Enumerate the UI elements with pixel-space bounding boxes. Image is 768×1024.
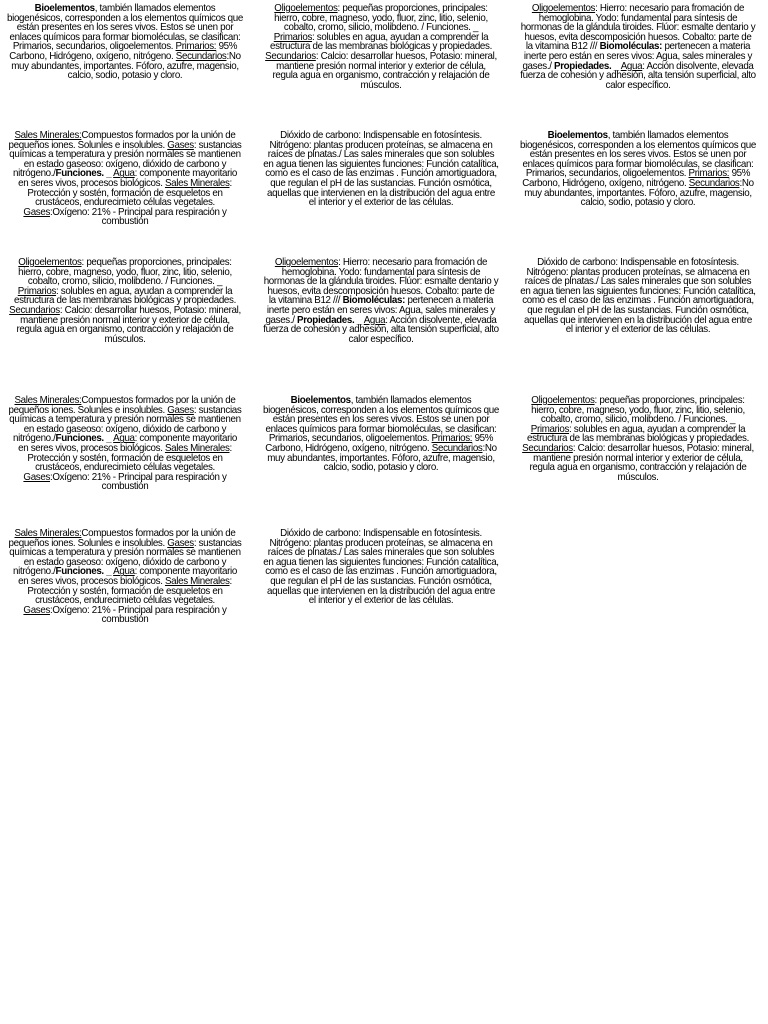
- secundarios-text: : Calcio: desarrollar huesos, Potasio: mineral, mantiene presión normal interior y exterior de célula, regula agua en organismo, contracción y relajación de músculos.: [529, 442, 754, 483]
- oligoelementos-block: [520, 396, 756, 482]
- agua-label: Agua: [620, 60, 643, 72]
- oligoelementos-body: : pequeñas proporciones, principales: hierro, cobre, magneso, yodo, fluor, zinc, litio, selenio, cobalto, cromo, silicio, molibdeno. / Funciones. _: [274, 3, 488, 34]
- agua-text: : Acción disolvente, elevada fuerza de cohesión y adhesión, alta tensión superficial, alto calor específico.: [520, 60, 756, 91]
- dioxido-block: [520, 258, 756, 335]
- sales-minerales-title: Sales Minerales:: [14, 130, 82, 141]
- dioxido-block: [263, 529, 499, 606]
- gases-label: Gases: [167, 139, 194, 151]
- sales-minerales-label: Sales Minerales: [164, 575, 230, 587]
- primarios-label: Primarios:: [688, 168, 730, 180]
- sales-minerales-body: Compuestos formados por la unión de pequeños iones. Solunles e insolubles.: [8, 395, 236, 416]
- primarios-text: : solubles en agua, ayudan a comprender la estructura de las membranas biológicas y propiedades.: [527, 423, 749, 445]
- dioxido-body: Dióxido de carbono: Indispensable en fotosíntesis. Nitrógeno: plantas producen proteínas, se almacena en raíces de plnatas./ Las sales minerales que son solubles en agua tienen las siguientes funciones: Función catalítica, como es el caso de las enzimas . Función amortiguadora, que regulan el pH de las sustancias. Función osmótica, aquellas que intervienen en la distribución del agua entre el interior y el exterior de las células.: [520, 257, 756, 336]
- bioelementos-block: [7, 4, 243, 81]
- biomoleculas-text: pertenecen a materia inerte pero están en seres vivos: Agua, sales minerales y gases./: [522, 41, 753, 72]
- dioxido-block: [263, 131, 499, 208]
- primarios-text: 95% Carbono, Hidrógeno, oxígeno, nitrógeno.: [9, 41, 238, 62]
- primarios-label: Primarios: [273, 31, 313, 43]
- oligoelementos-detail-body: : Hierro: necesario para fromación de hemoglobina. Yodo: fundamental para síntesis de hormonas de la glándula tiroides. Flúor: esmalte dentario y huesos, evita descomposición huesos. Cobalto: parte de la vitamina B12 ///: [263, 257, 499, 307]
- primarios-label: Primarios: [17, 285, 57, 297]
- secundarios-text: :No muy abundantes, importantes. Fóforo, azufre, magensio, calcio, sodio, potasio y cloro.: [11, 50, 241, 82]
- funciones-label: Funciones. _: [55, 566, 112, 578]
- primarios-label: Primarios:: [175, 41, 217, 53]
- oligoelementos-block: [7, 258, 243, 344]
- secundarios-text: : Calcio: desarrollar huesos, Potasio: mineral, mantiene presión normal interior y exterior de célula, regula agua en organismo, contracción y relajación de músculos.: [16, 304, 241, 345]
- agua-text: : Acción disolvente, elevada fuerza de cohesión y adhesión, alta tensión superficial, alto calor específico.: [263, 314, 499, 345]
- propiedades-label: Propiedades. _: [297, 314, 362, 326]
- gases-text: :Oxígeno: 21% - Principal para respiración y combustión: [50, 604, 227, 626]
- oligoelementos-title: Oligoelementos: [274, 3, 338, 14]
- sales-minerales-label: Sales Minerales: [164, 177, 230, 189]
- oligoelementos-title: Oligoelementos: [531, 3, 596, 14]
- dioxido-body: Dióxido de carbono: Indispensable en fotosíntesis. Nitrógeno: plantas producen proteínas, se almacena en raíces de plnatas./ Las sales minerales que son solubles en agua tienen las siguientes funciones: Función catalítica, como es el caso de las enzimas . Función amortiguadora, que regulan el pH de las sustancias. Función osmótica, aquellas que intervienen en la distribución del agua entre el interior y el exterior de las células.: [263, 528, 499, 607]
- secundarios-label: Secundarios: [265, 50, 316, 62]
- oligoelementos-title: Oligoelementos: [274, 257, 339, 268]
- bioelementos-title: Bioelementos: [34, 3, 95, 14]
- sales-minerales-body: Compuestos formados por la unión de pequeños iones. Solunles e insolubles.: [8, 528, 236, 549]
- gases-label: Gases: [23, 604, 51, 616]
- secundarios-label: Secundarios: [9, 304, 60, 316]
- bioelementos-body: , también llamados elementos biogenésicos, corresponden a los elementos químicos que están presentes en los seres vivos. Estos se unen por enlaces químicos para formar biomoléculas, se clasifican: Primarios, secundarios, oligoelementos.: [7, 3, 243, 53]
- gases-label: Gases: [167, 404, 194, 416]
- oligoelementos-title: Oligoelementos: [18, 257, 82, 268]
- bioelementos-body: , también llamados elementos biogenésicos, corresponden a los elementos químicos que están presentes en los seres vivos. Estos se unen por enlaces químicos para formar biomoléculas, se clasifican: Primarios, secundarios, oligoelementos.: [263, 395, 499, 445]
- sales-minerales-body: Compuestos formados por la unión de pequeños iones. Solunles e insolubles.: [8, 130, 236, 151]
- funciones-label: Funciones. _: [55, 168, 112, 180]
- bioelementos-body: , también llamados elementos biogenésicos, corresponden a los elementos químicos que están presentes en los seres vivos. Estos se unen por enlaces químicos para formar biomoléculas, se clasifican: Primarios, secundarios, oligoelementos.: [520, 130, 756, 180]
- bioelementos-title: Bioelementos: [290, 395, 351, 406]
- oligoelementos-block: [263, 4, 499, 90]
- gases-label: Gases: [167, 537, 194, 549]
- secundarios-text: : Calcio: desarrollar huesos, Potasio: mineral, mantiene presión normal interior y exterior de célula, regula agua en organismo, contracción y relajación de músculos.: [272, 50, 497, 91]
- primarios-label: Primarios: [530, 423, 570, 435]
- dioxido-body: Dióxido de carbono: Indispensable en fotosíntesis. Nitrógeno: plantas producen proteínas, se almacena en raíces de plnatas./ Las sales minerales que son solubles en agua tienen las siguientes funciones: Función catalítica, como es el caso de las enzimas . Función amortiguadora, que regulan el pH de las sustancias. Función osmótica, aquellas que intervienen en la distribución del agua entre el interior y el exterior de las células.: [263, 130, 499, 209]
- sales-minerales-text: : Protección y sostén, formación de esqueletos en crustáceos, endurecimieto células vegetales.: [27, 177, 232, 209]
- sales-minerales-label: Sales Minerales: [164, 442, 230, 454]
- agua-label: Agua: [113, 433, 135, 445]
- agua-label: Agua: [113, 566, 135, 578]
- propiedades-label: Propiedades. _: [554, 60, 619, 72]
- sales-minerales-text: : Protección y sostén, formación de esqueletos en crustáceos, endurecimieto células vegetales.: [27, 442, 232, 474]
- primarios-text: 95% Carbono, Hidrógeno, oxígeno, nitrógeno.: [265, 433, 494, 454]
- gases-text: :Oxígeno: 21% - Principal para respiración y combustión: [50, 471, 227, 493]
- oligoelementos-detail-block: [263, 258, 499, 344]
- gases-label: Gases: [23, 471, 51, 483]
- gases-text: : sustancias químicas a temperatura y presión normales se mantienen en estado gaseoso: oxígeno, dióxido de carbono y nitrógeno./: [9, 404, 242, 445]
- primarios-label: Primarios:: [431, 433, 473, 445]
- primarios-text: : solubles en agua, ayudan a comprender la estructura de las membranas biológicas y propiedades.: [14, 285, 236, 307]
- sales-minerales-block: [7, 131, 243, 227]
- primarios-text: : solubles en agua, ayudan a comprender la estructura de las membranas biológicas y propiedades.: [270, 31, 492, 53]
- biomoleculas-label: Biomoléculas:: [599, 41, 663, 53]
- gases-text: : sustancias químicas a temperatura y presión normales se mantienen en estado gaseoso: oxígeno, dióxido de carbono y nitrógeno./: [9, 139, 242, 180]
- oligoelementos-detail-body: : Hierro: necesario para fromación de hemoglobina. Yodo: fundamental para síntesis de hormonas de la glándula tiroides. Flúor: esmalte dentario y huesos, evita descomposición huesos. Cobalto: parte de la vitamina B12 ///: [520, 3, 756, 53]
- biomoleculas-text: pertenecen a materia inerte pero están en seres vivos: Agua, sales minerales y gases./: [265, 295, 496, 326]
- sales-minerales-block: [7, 529, 243, 625]
- agua-label: Agua: [363, 314, 386, 326]
- secundarios-label: Secundarios: [688, 177, 740, 189]
- secundarios-label: Secundarios: [175, 50, 227, 62]
- sales-minerales-text: : Protección y sostén, formación de esqueletos en crustáceos, endurecimieto células vegetales.: [27, 575, 232, 607]
- secundarios-text: :No muy abundantes, importantes. Fóforo, azufre, magensio, calcio, sodio, potasio y cloro.: [524, 177, 754, 209]
- oligoelementos-detail-block: [520, 4, 756, 90]
- agua-text: : componente mayoritario en seres vivos, procesos biológicos.: [18, 566, 237, 587]
- primarios-text: 95% Carbono, Hidrógeno, oxígeno, nitrógeno.: [522, 168, 751, 189]
- biomoleculas-label: Biomoléculas:: [342, 295, 406, 307]
- secundarios-text: :No muy abundantes, importantes. Fóforo, azufre, magensio, calcio, sodio, potasio y cloro.: [267, 442, 497, 474]
- gases-text: :Oxígeno: 21% - Principal para respiración y combustión: [50, 206, 227, 228]
- oligoelementos-title: Oligoelementos: [531, 395, 595, 406]
- bioelementos-title: Bioelementos: [547, 130, 608, 141]
- agua-text: : componente mayoritario en seres vivos, procesos biológicos.: [18, 433, 237, 454]
- agua-label: Agua: [113, 168, 135, 180]
- bioelementos-block: [263, 396, 499, 473]
- sales-minerales-title: Sales Minerales:: [14, 528, 82, 539]
- bioelementos-block: [520, 131, 756, 208]
- oligoelementos-body: : pequeñas proporciones, principales: hierro, cobre, magneso, yodo, fluor, zinc, litio, selenio, cobalto, cromo, silicio, molibdeno. / Funciones. _: [531, 395, 745, 426]
- gases-text: : sustancias químicas a temperatura y presión normales se mantienen en estado gaseoso: oxígeno, dióxido de carbono y nitrógeno./: [9, 537, 242, 578]
- gases-label: Gases: [23, 206, 51, 218]
- sales-minerales-block: [7, 396, 243, 492]
- funciones-label: Funciones. _: [55, 433, 112, 445]
- secundarios-label: Secundarios: [431, 442, 483, 454]
- oligoelementos-body: : pequeñas proporciones, principales: hierro, cobre, magneso, yodo, fluor, zinc, litio, selenio, cobalto, cromo, silicio, molibdeno. / Funciones. _: [18, 257, 232, 288]
- sales-minerales-title: Sales Minerales:: [14, 395, 82, 406]
- agua-text: : componente mayoritario en seres vivos, procesos biológicos.: [18, 168, 237, 189]
- secundarios-label: Secundarios: [522, 442, 573, 454]
